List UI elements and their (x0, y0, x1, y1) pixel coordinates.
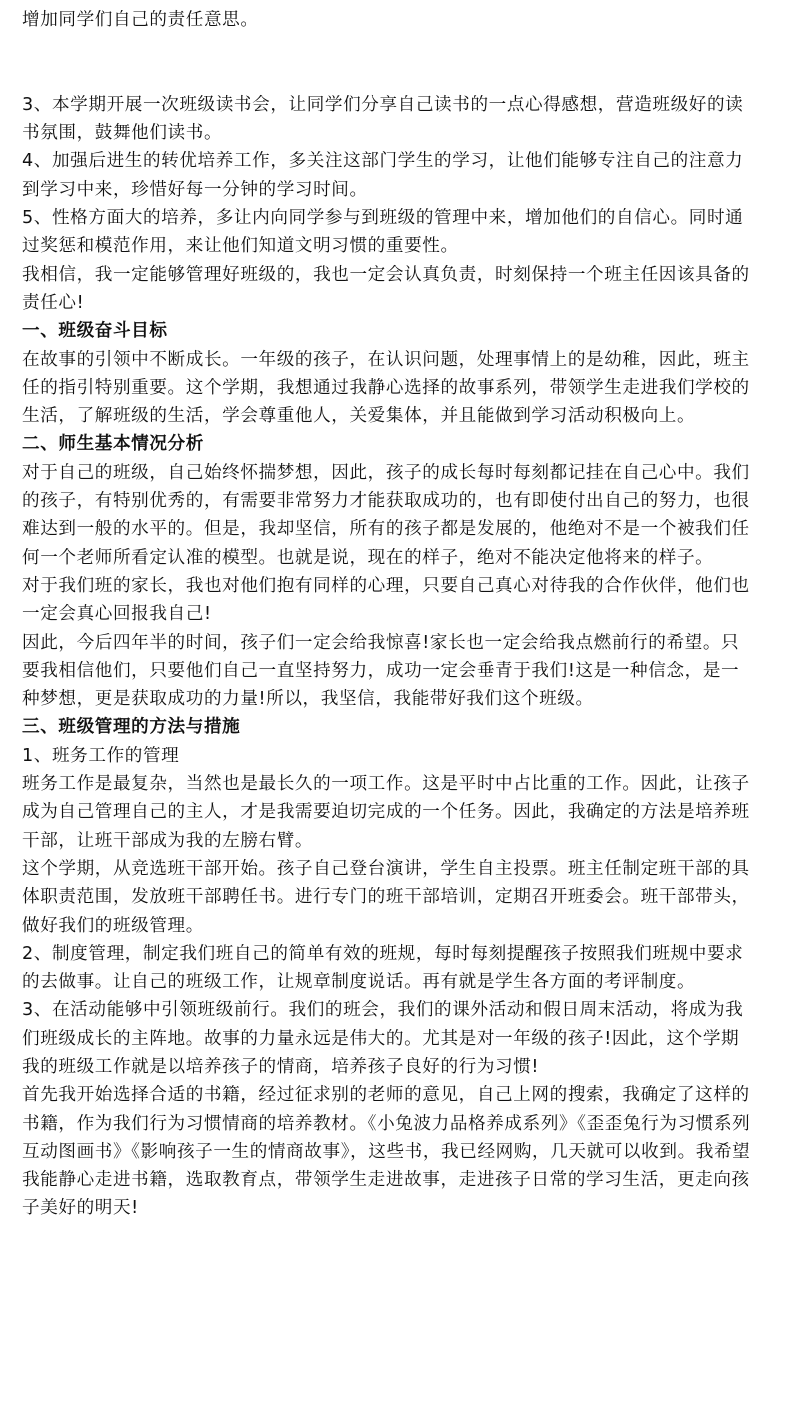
text-line: 们班级成长的主阵地。故事的力量永远是伟大的。尤其是对一年级的孩子!因此，这个学期 (22, 1028, 740, 1049)
text-line: 首先我开始选择合适的书籍，经过征求别的老师的意见，自己上网的搜索，我确定了这样的 (22, 1085, 750, 1106)
text-line: 做好我们的班级管理。 (22, 915, 204, 936)
text-line: 种梦想，更是获取成功的力量!所以，我坚信，我能带好我们这个班级。 (22, 689, 594, 710)
text-line: 2、制度管理，制定我们班自己的简单有效的班规，每时每刻提醒孩子按照我们班规中要求 (22, 943, 744, 964)
text-line: 4、加强后进生的转优培养工作，多关注这部门学生的学习，让他们能够专注自己的注意力 (22, 151, 744, 172)
blank-line (22, 34, 792, 62)
document-body (22, 6, 792, 1223)
text-line: 对于我们班的家长，我也对他们抱有同样的心理，只要自己真心对待我的合作伙伴，他们也 (22, 575, 750, 596)
text-line: 生活，了解班级的生活，学会尊重他人，关爱集体，并且能做到学习活动积极向上。 (22, 406, 696, 427)
section-heading: 三、班级管理的方法与措施 (22, 717, 241, 738)
text-line: 增加同学们自己的责任意思。 (22, 10, 259, 30)
text-line: 3、本学期开展一次班级读书会，让同学们分享自己读书的一点心得感想，营造班级好的读 (22, 94, 744, 115)
text-line: 成为自己管理自己的主人，才是我需要迫切完成的一个任务。因此，我确定的方法是培养班 (22, 802, 750, 823)
blank-line (22, 63, 792, 91)
text-line: 要我相信他们，只要他们自己一直坚持努力，成功一定会垂青于我们!这是一种信念，是一 (22, 660, 740, 681)
text-line: 1、班务工作的管理 (22, 745, 180, 766)
text-line: 我能静心走进书籍，选取教育点，带领学生走进故事，走进孩子日常的学习生活，更走向孩 (22, 1170, 750, 1191)
text-line: 过奖惩和模范作用，来让他们知道文明习惯的重要性。 (22, 236, 459, 257)
text-line: 子美好的明天! (22, 1198, 139, 1219)
section-heading: 一、班级奋斗目标 (22, 321, 168, 342)
text-line: 对于自己的班级，自己始终怀揣梦想，因此，孩子的成长每时每刻都记挂在自己心中。我们 (22, 462, 750, 483)
text-line: 任的指引特别重要。这个学期，我想通过我静心选择的故事系列，带领学生走进我们学校的 (22, 377, 750, 398)
text-line: 我相信，我一定能够管理好班级的，我也一定会认真负责，时刻保持一个班主任因该具备的 (22, 264, 750, 285)
text-line: 互动图画书》《影响孩子一生的情商故事》，这些书，我已经网购，几天就可以收到。我希望 (22, 1141, 751, 1162)
text-line: 班务工作是最复杂，当然也是最长久的一项工作。这是平时中占比重的工作。因此，让孩子 (22, 774, 750, 795)
text-line: 责任心! (22, 292, 85, 313)
text-line: 书氛围，鼓舞他们读书。 (22, 123, 223, 144)
text-line: 5、性格方面大的培养，多让内向同学参与到班级的管理中来，增加他们的自信心。同时通 (22, 208, 744, 229)
text-line: 的去做事。让自己的班级工作，让规章制度说话。再有就是学生各方面的考评制度。 (22, 972, 696, 993)
text-line: 难达到一般的水平的。但是，我却坚信，所有的孩子都是发展的，他绝对不是一个被我们任 (22, 519, 750, 540)
text-line: 3、在活动能够中引领班级前行。我们的班会，我们的课外活动和假日周末活动，将成为我 (22, 1000, 744, 1021)
text-line: 这个学期，从竞选班干部开始。孩子自己登台演讲，学生自主投票。班主任制定班干部的具 (22, 858, 750, 879)
text-line: 体职责范围，发放班干部聘任书。进行专门的班干部培训，定期召开班委会。班干部带头， (22, 887, 750, 908)
text-line: 书籍，作为我们行为习惯情商的培养教材。《小兔波力品格养成系列》《歪歪兔行为习惯系列 (22, 1113, 751, 1134)
text-line: 到学习中来，珍惜好每一分钟的学习时间。 (22, 179, 368, 200)
text-line: 干部，让班干部成为我的左膀右臂。 (22, 830, 314, 851)
text-line: 因此，今后四年半的时间，孩子们一定会给我惊喜!家长也一定会给我点燃前行的希望。只 (22, 632, 740, 653)
text-line: 的孩子，有特别优秀的，有需要非常努力才能获取成功的，也有即使付出自己的努力，也很 (22, 491, 750, 512)
section-heading: 二、师生基本情况分析 (22, 434, 204, 455)
text-line: 何一个老师所看定认准的模型。也就是说，现在的样子，绝对不能决定他将来的样子。 (22, 547, 714, 568)
text-line: 一定会真心回报我自己! (22, 604, 212, 625)
text-line: 在故事的引领中不断成长。一年级的孩子，在认识问题，处理事情上的是幼稚，因此，班主 (22, 349, 750, 370)
text-line: 我的班级工作就是以培养孩子的情商，培养孩子良好的行为习惯! (22, 1056, 540, 1077)
